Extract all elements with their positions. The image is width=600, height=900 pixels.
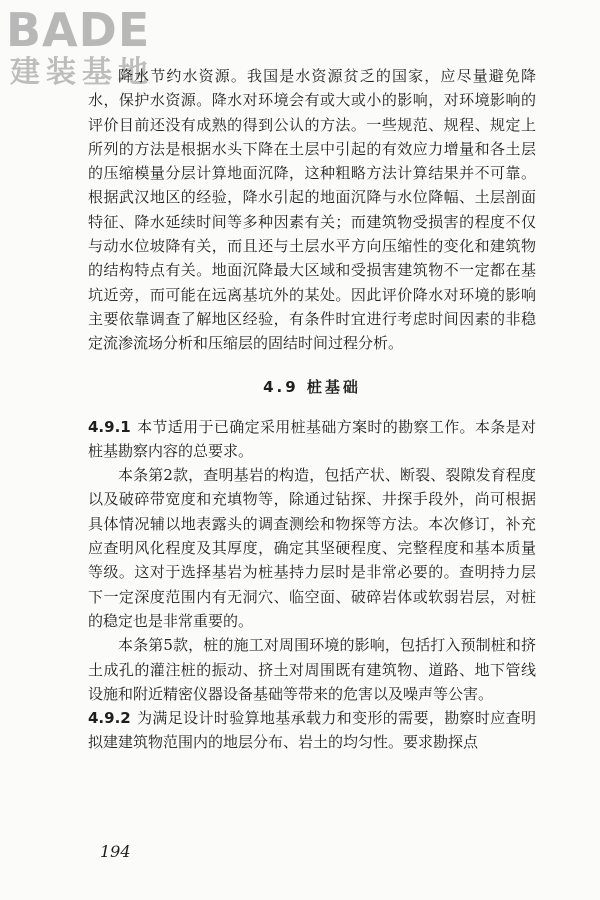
- clause-4-9-1-para-3: 本条第5款，桩的施工对周围环境的影响，包括打入预制桩和挤土成孔的灌注桩的振动、挤土对周围既有建筑物、道路、地下管线设施和附近精密仪器设备基础等带来的危害以及噪声等公害。: [88, 636, 536, 703]
- clause-4-9-1: [88, 415, 536, 464]
- page-body: [88, 64, 536, 755]
- clause-text: 为满足设计时验算地基承载力和变形的需要，勘察时应查明拟建建筑物范围内的地层分布、岩土的均匀性。要求勘探点: [88, 709, 536, 752]
- clause-4-9-2: [88, 706, 536, 755]
- page-number: 194: [100, 842, 131, 861]
- clause-text: 本节适用于已确定采用桩基础方案时的勘察工作。本条是对桩基勘察内容的总要求。: [88, 417, 536, 460]
- clause-number: 4.9.1: [88, 417, 131, 436]
- logo-wordmark: BADE: [6, 3, 151, 57]
- logo-subtitle: 建装基地: [10, 55, 154, 90]
- intro-paragraph: 降水节约水资源。我国是水资源贫乏的国家，应尽量避免降水，保护水资源。降水对环境会有或大或小的影响，对环境影响的评价目前还没有成熟的得到公认的方法。一些规范、规程、规定上所列的方法是根据水头下降在土层中引起的有效应力增量和各土层的压缩模量分层计算地面沉降，这种粗略方法计算结果并不可靠。根据武汉地区的经验，降水引起的地面沉降与水位降幅、土层剖面特征、降水延续时间等多种因素有关；而建筑物受损害的程度不仅与动水位坡降有关，而且还与土层水平方向压缩性的变化和建筑物的结构特点有关。地面沉降最大区域和受损害建筑物不一定都在基坑近旁，而可能在远离基坑外的某处。因此评价降水对环境的影响主要依靠调查了解地区经验，有条件时宜进行考虑时间因素的非稳定流渗流场分析和压缩层的固结时间过程分析。: [88, 67, 536, 353]
- clause-number: 4.9.2: [88, 709, 131, 728]
- clause-4-9-1-para-2: 本条第2款，查明基岩的构造，包括产状、断裂、裂隙发育程度以及破碎带宽度和充填物等，除通过钻探、井探手段外，尚可根据具体情况辅以地表露头的调查测绘和物探等方法。本次修订，补充应查明风化程度及其厚度，确定其坚硬程度、完整程度和基本质量等级。这对于选择基岩为桩基持力层时是非常必要的。查明持力层下一定深度范围内有无洞穴、临空面、破碎岩体或软弱岩层，对桩的稳定也是非常重要的。: [88, 466, 536, 630]
- section-heading: 4.9 桩基础: [263, 377, 361, 396]
